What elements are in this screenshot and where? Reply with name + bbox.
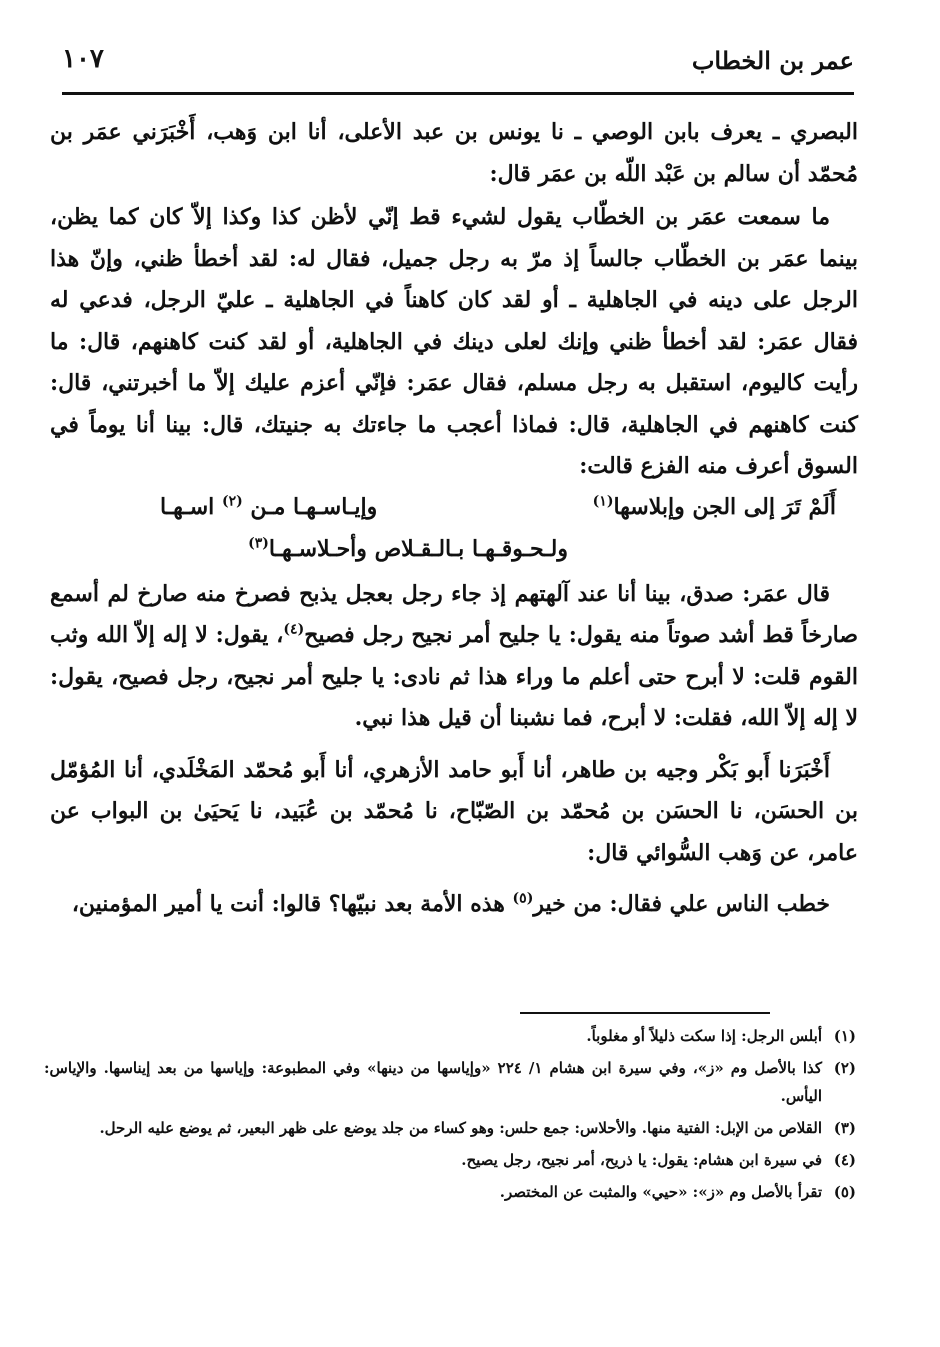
isnad-paragraph: أَخْبَرَنا أَبو بَكْر وجيه بن طاهر، أنا أَبو حامد الأزهري، أنا أَبو مُحمّد المَخْلَدي، أنا المُؤمّل بن الحسَن، نا الحسَن بن مُحمّد بن الصّبّاح، نا مُحمّد بن عُبَيد، نا يَحيَىٰ بن البواب عن عامر، عن وَهب السُّوائي قال: [50, 756, 858, 866]
footnote [44, 1114, 856, 1142]
footnote-number: (٥) [833, 1183, 856, 1201]
footnote-ref: (٣) [248, 535, 269, 552]
footnote-ref: (١) [592, 493, 614, 510]
page-number: ١٠٧ [62, 44, 104, 74]
footnote-number: (٤) [833, 1151, 856, 1169]
footnote-ref: (٥) [512, 890, 534, 907]
footnote-text: القلاص من الإبل: الفتية منها. والأحلاس: جمع حلس: وهو كساء من جلد يوضع على ظهر البعير، ثم يوضع عليه الرحل. [99, 1119, 822, 1137]
footnote-number: (٣) [833, 1119, 856, 1137]
footnotes [44, 1022, 856, 1210]
verse-hemistich-1: أَلَمْ تَرَ إلى الجن وإبلاسها$^{(١)}$ [592, 493, 836, 520]
footnote-text: كذا بالأصل وم «ز»، وفي سيرة ابن هشام ١/ ٢٢٤ «وإياسها من دينها» وفي المطبوعة: وإياسها من بعد إيناسها. والإياس: اليأس. [44, 1059, 823, 1105]
main-text [50, 112, 858, 926]
narration-paragraph: خطب الناس علي فقال: من خير$^{(٥)}$ هذه الأمة بعد نبيّها؟ قالوا: أنت يا أمير المؤمنين، [71, 890, 830, 917]
header-rule [62, 92, 854, 95]
footnote-rule [520, 1012, 770, 1014]
page-header [62, 44, 854, 88]
footnote-text: أبلس الرجل: إذا سكت ذليلاً أو مغلوباً. [586, 1027, 822, 1045]
poem-verse [50, 488, 858, 574]
footnote [44, 1022, 856, 1050]
footnote-text: تقرأ بالأصل وم «ز»: «حيي» والمثبت عن المختصر. [499, 1183, 822, 1201]
footnote-text: في سيرة ابن هشام: يقول: يا ذريح، أمر نجيح، رجل يصيح. [461, 1151, 822, 1169]
verse-hemistich-2: وإيـاسـهـا مـن $^{(٢)}$ اسـهـا [160, 493, 378, 520]
footnote-ref: (٢) [221, 493, 243, 510]
verse-hemistich-3: ولـحـوقـهـا بـالـقـلاص وأحـلاسـهـا$^{(٣)}$ [248, 535, 568, 562]
footnote [44, 1178, 856, 1206]
narration-paragraph: قال عمَر: صدق، بينا أنا عند آلهتهم إذ جاء رجل بعجل يذبح فصرخ منه صارخ لم أسمع صارخاً قط أشد صوتاً منه يقول: يا جليح أمر نجيح رجل فصيح$^{(٤)}$، يقول: لا إله إلاّ الله وثب القوم قلت: لا أبرح حتى أعلم ما وراء هذا ثم نادى: يا جليح أمر نجيح، رجل فصيح، يقول: لا إله إلاّ الله، فقلت: لا أبرح، فما نشبنا أن قيل هذا نبي. [50, 580, 858, 731]
isnad-paragraph: البصري ـ يعرف بابن الوصي ـ نا يونس بن عبد الأعلى، أنا ابن وَهب، أَخْبَرَني عمَر بن مُحمّد أن سالم بن عَبْد اللّه بن عمَر قال: [50, 119, 858, 187]
narration-paragraph: ما سمعت عمَر بن الخطّاب يقول لشيء قط إنّي لأظن كذا وكذا إلاّ كان كما يظن، بينما عمَر بن الخطّاب جالساً إذ مرّ به رجل جميل، فقال له: لقد أخطأ ظني، وإنّ هذا الرجل على دينه في الجاهلية ـ أو لقد كان كاهناً في الجاهلية ـ عليّ الرجل، فدعي له فقال عمَر: لقد أخطأ ظني وإنك لعلى دينك في الجاهلية، أو لقد كنت كاهنهم، قال: ما رأيت كاليوم، استقبل به رجل مسلم، فقال عمَر: فإنّي أعزم عليك إلاّ ما أخبرتني، قال: كنت كاهنهم في الجاهلية، قال: فماذا أعجب ما جاءتك به جنيتك، قال: بينا أنا يوماً في السوق أعرف منه الفزع قالت: [50, 204, 858, 479]
akhbarana-lead: أَخْبَرَنا [778, 756, 830, 783]
footnote-ref: (٤) [283, 621, 305, 638]
footnote-number: (١) [833, 1027, 856, 1045]
running-title: عمر بن الخطاب [691, 46, 854, 75]
footnote [44, 1146, 856, 1174]
footnote-number: (٢) [833, 1059, 856, 1077]
footnote [44, 1054, 856, 1110]
